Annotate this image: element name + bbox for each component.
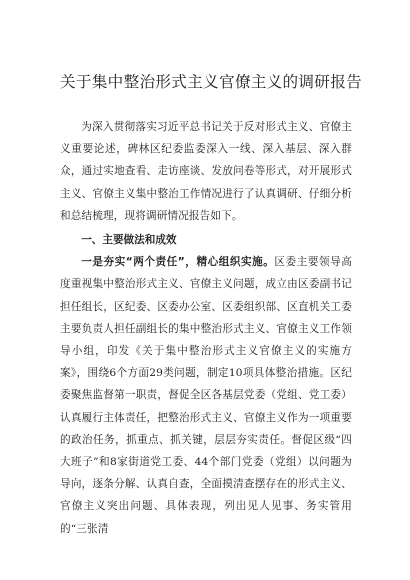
paragraph-lead: 一是夯实“两个责任”，精心组织实施。 bbox=[81, 256, 275, 269]
section-heading: 一、主要做法和成效 bbox=[81, 234, 177, 247]
intro-paragraph: 为深入贯彻落实习近平总书记关于反对形式主义、官僚主义重要论述，碑林区纪委监委深入一线、深入基层、深入群众，通过实地查看、走访座谈、发放问卷等形式，对开展形式主义、官僚主义集中整治工作情况进行了认真调研、仔细分析和总结梳理，现将调研情况报告如下。 bbox=[60, 121, 352, 222]
paragraph-body: 区委主要领导高度重视集中整治形式主义、官僚主义问题，成立由区委副书记担任组长，区纪委、区委办公室、区委组织部、区直机关工委主要负责人担任副组长的集中整治形式主义、官僚主义工作领导小组，印发《关于集中整治形式主义官僚主义的实施方案》，围绕6个方面29类问题，制定10项具体整治措施。区纪委聚焦监督第一职责，督促全区各基层党委（党组、党工委）认真履行主体责任，把整治形式主义、官僚主义作为一项重要的政治任务，抓重点、抓关键，层层夯实责任。督促区级“四大班子”和8家街道党工委、44个部门党委（党组）以问题为导向，逐条分解、认真自查，全面摸清查摆存在的形式主义、官僚主义突出问题、具体表现，列出见人见事、务实管用的“三张清 bbox=[60, 256, 352, 535]
section-paragraph bbox=[60, 251, 352, 540]
document-title: 关于集中整治形式主义官僚主义的调研报告 bbox=[60, 73, 362, 91]
